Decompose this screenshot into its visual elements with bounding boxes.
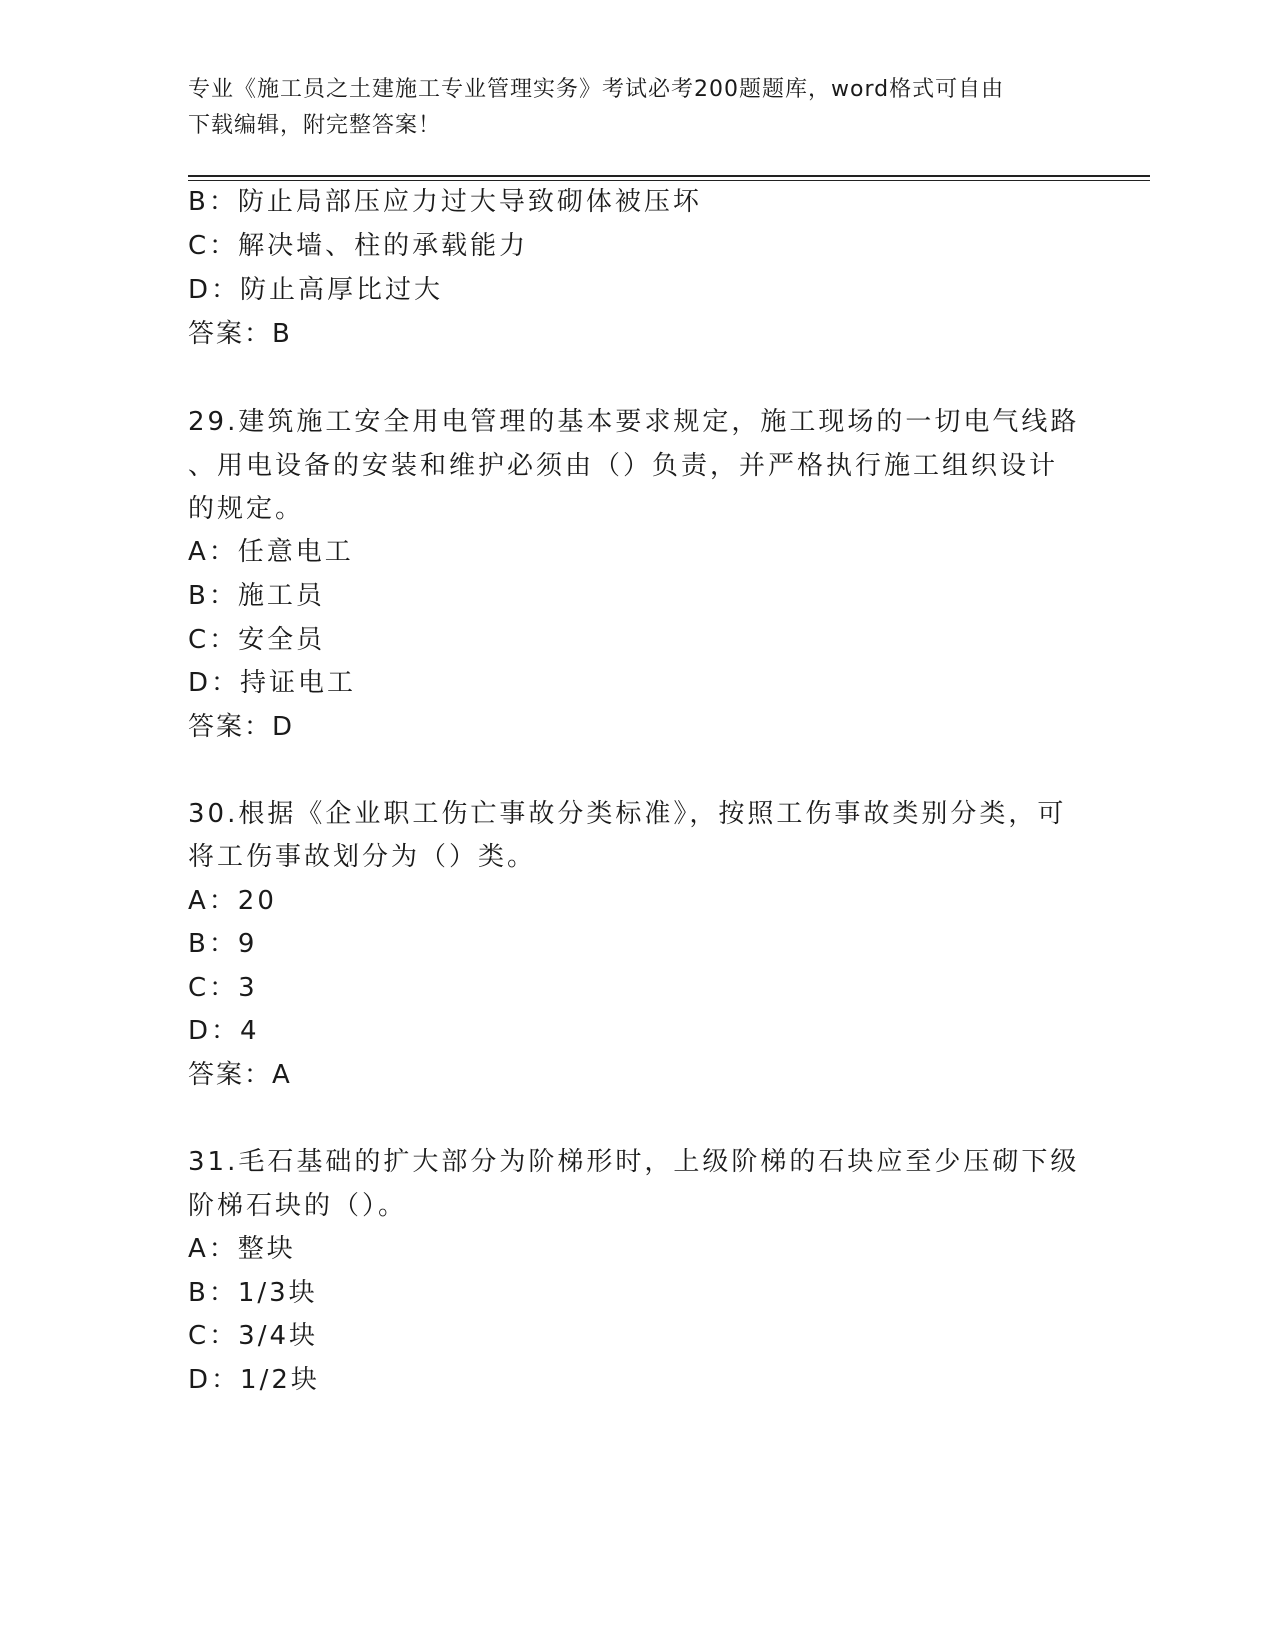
question-29-stem-line-1: 29.建筑施工安全用电管理的基本要求规定，施工现场的一切电气线路 [188,407,1080,437]
option-prev-c: C：解决墙、柱的承载能力 [188,231,529,261]
question-30-answer: 答案：A [188,1060,292,1090]
question-31-option-a: A：整块 [188,1234,296,1264]
header-divider-thick [188,175,1150,177]
question-29-option-b: B：施工员 [188,581,325,611]
question-31-option-d: D：1/2块 [188,1365,320,1395]
question-29-answer: 答案：D [188,712,295,742]
question-31-stem-line-2: 阶梯石块的（）。 [188,1191,408,1221]
document-header [188,72,1068,144]
option-prev-b: B：防止局部压应力过大导致砌体被压坏 [188,187,702,217]
question-30-option-a: A：20 [188,886,277,916]
question-31-option-c: C：3/4块 [188,1321,318,1351]
answer-prev: 答案：B [188,319,292,349]
question-30-option-b: B：9 [188,929,258,959]
question-29-stem-line-2: 、用电设备的安装和维护必须由（）负责，并严格执行施工组织设计 [188,451,1059,481]
question-30-option-c: C：3 [188,973,258,1003]
question-29-stem-line-3: 的规定。 [188,494,305,524]
header-line-2: 下载编辑，附完整答案！ [188,113,442,138]
option-prev-d: D：防止高厚比过大 [188,275,444,305]
question-30-stem-line-2: 将工伤事故划分为（）类。 [188,842,537,872]
question-29-option-c: C：安全员 [188,625,326,655]
question-30-stem-line-1: 30.根据《企业职工伤亡事故分类标准》，按照工伤事故类别分类，可 [188,799,1067,829]
question-29-option-d: D：持证电工 [188,668,357,698]
question-29-option-a: A：任意电工 [188,537,354,567]
question-30-option-d: D：4 [188,1016,260,1046]
question-31-option-b: B：1/3块 [188,1278,318,1308]
header-line-1: 专业《施工员之土建施工专业管理实务》考试必考200题题库，word格式可自由 [188,77,1005,102]
question-31-stem-line-1: 31.毛石基础的扩大部分为阶梯形时，上级阶梯的石块应至少压砌下级 [188,1147,1080,1177]
